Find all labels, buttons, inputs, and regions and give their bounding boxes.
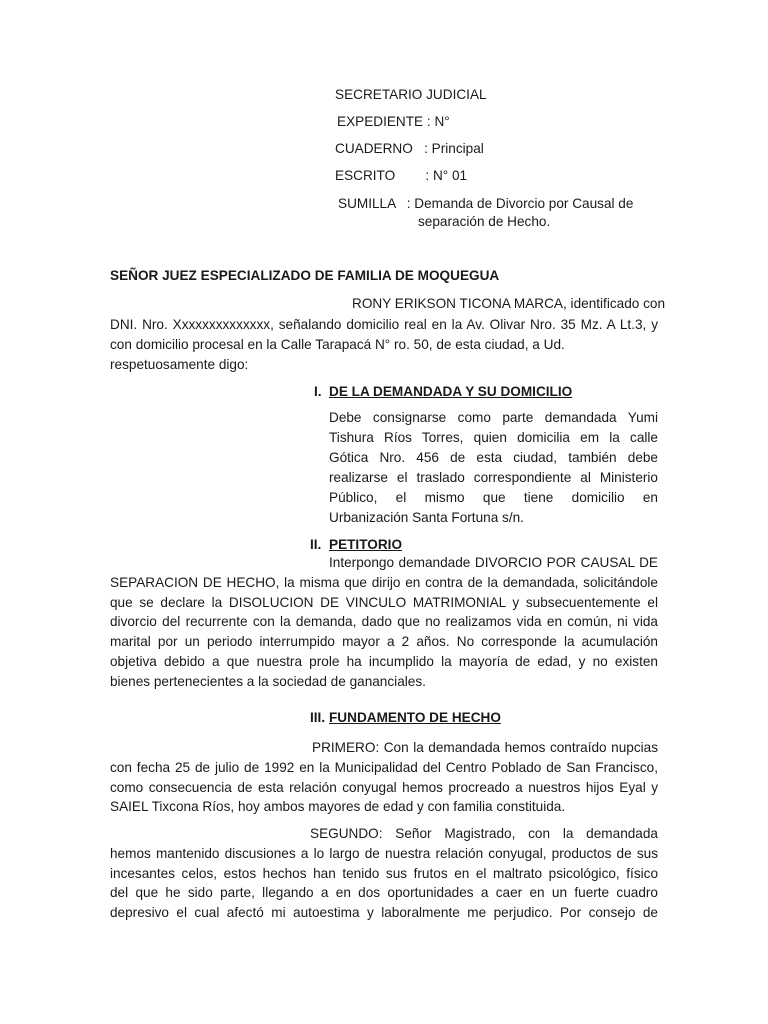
secretario-line: SECRETARIO JUDICIAL (335, 87, 487, 102)
expediente-line: EXPEDIENTE : N° (337, 114, 450, 129)
segundo-line: depresivo el cual afectó mi autoestima y laboralmente me perjudico. Por consejo de (110, 905, 658, 921)
sumilla-line-1: SUMILLA : Demanda de Divorcio por Causal de (338, 196, 634, 211)
section2-body (110, 553, 658, 692)
primero-line: como consecuencia de esta relación conyugal hemos procreado a nuestros hijos Eyal y (110, 779, 658, 795)
section1-title: DE LA DEMANDADA Y SU DOMICILIO (329, 384, 573, 399)
segundo-line: SEGUNDO: Señor Magistrado, con la demandada (310, 826, 658, 841)
cuaderno-line: CUADERNO : Principal (335, 141, 484, 156)
escrito-line: ESCRITO : N° 01 (335, 168, 468, 183)
section1-body (329, 408, 658, 528)
section1-line: Urbanización Santa Fortuna s/n. (329, 510, 524, 525)
section3-title: FUNDAMENTO DE HECHO (329, 710, 501, 725)
section2-line: marital por un periodo interrumpido mayor a 2 años. No corresponde la acumulación (110, 634, 658, 650)
primero-line: con fecha 25 de julio de 1992 en la Municipalidad del Centro Poblado de San Francisco, (110, 759, 658, 775)
section2-line: divorcio del recurrente con la demanda, dado que no realizamos vida en común, ni vida (110, 614, 658, 630)
primero-line: PRIMERO: Con la demandada hemos contraído nupcias (312, 740, 658, 755)
primero-line: SAIEL Tixcona Ríos, hoy ambos mayores de edad y con familia constituida. (110, 799, 566, 815)
segundo-paragraph (110, 824, 658, 923)
section2-line: bienes pertenecientes a la sociedad de gananciales. (110, 673, 426, 689)
section2-title: PETITORIO (329, 537, 403, 552)
section1-line: Tishura Ríos Torres, quien domicilia em la calle (329, 430, 658, 445)
intro-line-1: RONY ERIKSON TICONA MARCA, identificado con (352, 296, 666, 311)
segundo-line: hemos mantenido discusiones a lo largo de nuestra relación conyugal, productos de sus (110, 845, 658, 861)
section2-line: Interpongo demandade DIVORCIO POR CAUSAL DE (329, 555, 658, 570)
section2-line: que se declare la DISOLUCION DE VINCULO MATRIMONIAL y subsecuentemente el (110, 594, 658, 610)
intro-paragraph (110, 315, 658, 374)
section1-line: Público, el mismo que tiene domicilio en (329, 490, 658, 505)
section2-number: II. (310, 537, 322, 552)
segundo-line: incesantes celos, estos hechos han tenido sus frutos en el maltrato psicológico, físico (110, 865, 658, 881)
intro-line-3: con domicilio procesal en la Calle Tarapacá N° ro. 50, de esta ciudad, a Ud. (110, 336, 565, 352)
section2-line: objetiva debido a que nuestra prole ha incumplido la mayoría de edad, y no existen (110, 653, 658, 669)
section1-line: realizarse el traslado correspondiente al Ministerio (329, 470, 658, 485)
section2-line: SEPARACION DE HECHO, la misma que dirijo en contra de la demandada, solicitándole (110, 574, 658, 590)
section1-line: Debe consignarse como parte demandada Yumi (329, 410, 658, 425)
addressee: SEÑOR JUEZ ESPECIALIZADO DE FAMILIA DE MOQUEGUA (110, 268, 500, 283)
primero-paragraph (110, 738, 658, 817)
intro-line-2: DNI. Nro. Xxxxxxxxxxxxxx, señalando domicilio real en la Av. Olivar Nro. 35 Mz. A Lt.3, y (110, 317, 658, 332)
intro-line-4: respetuosamente digo: (110, 356, 249, 372)
segundo-line: del que he sido parte, llegando a en dos oportunidades a caer en un fuerte cuadro (110, 885, 658, 901)
sumilla-line-2: separación de Hecho. (418, 214, 551, 229)
section3-number: III. (310, 710, 326, 725)
section1-number: I. (314, 384, 322, 399)
section1-line: Gótica Nro. 456 de esta ciudad, también debe (329, 450, 658, 465)
